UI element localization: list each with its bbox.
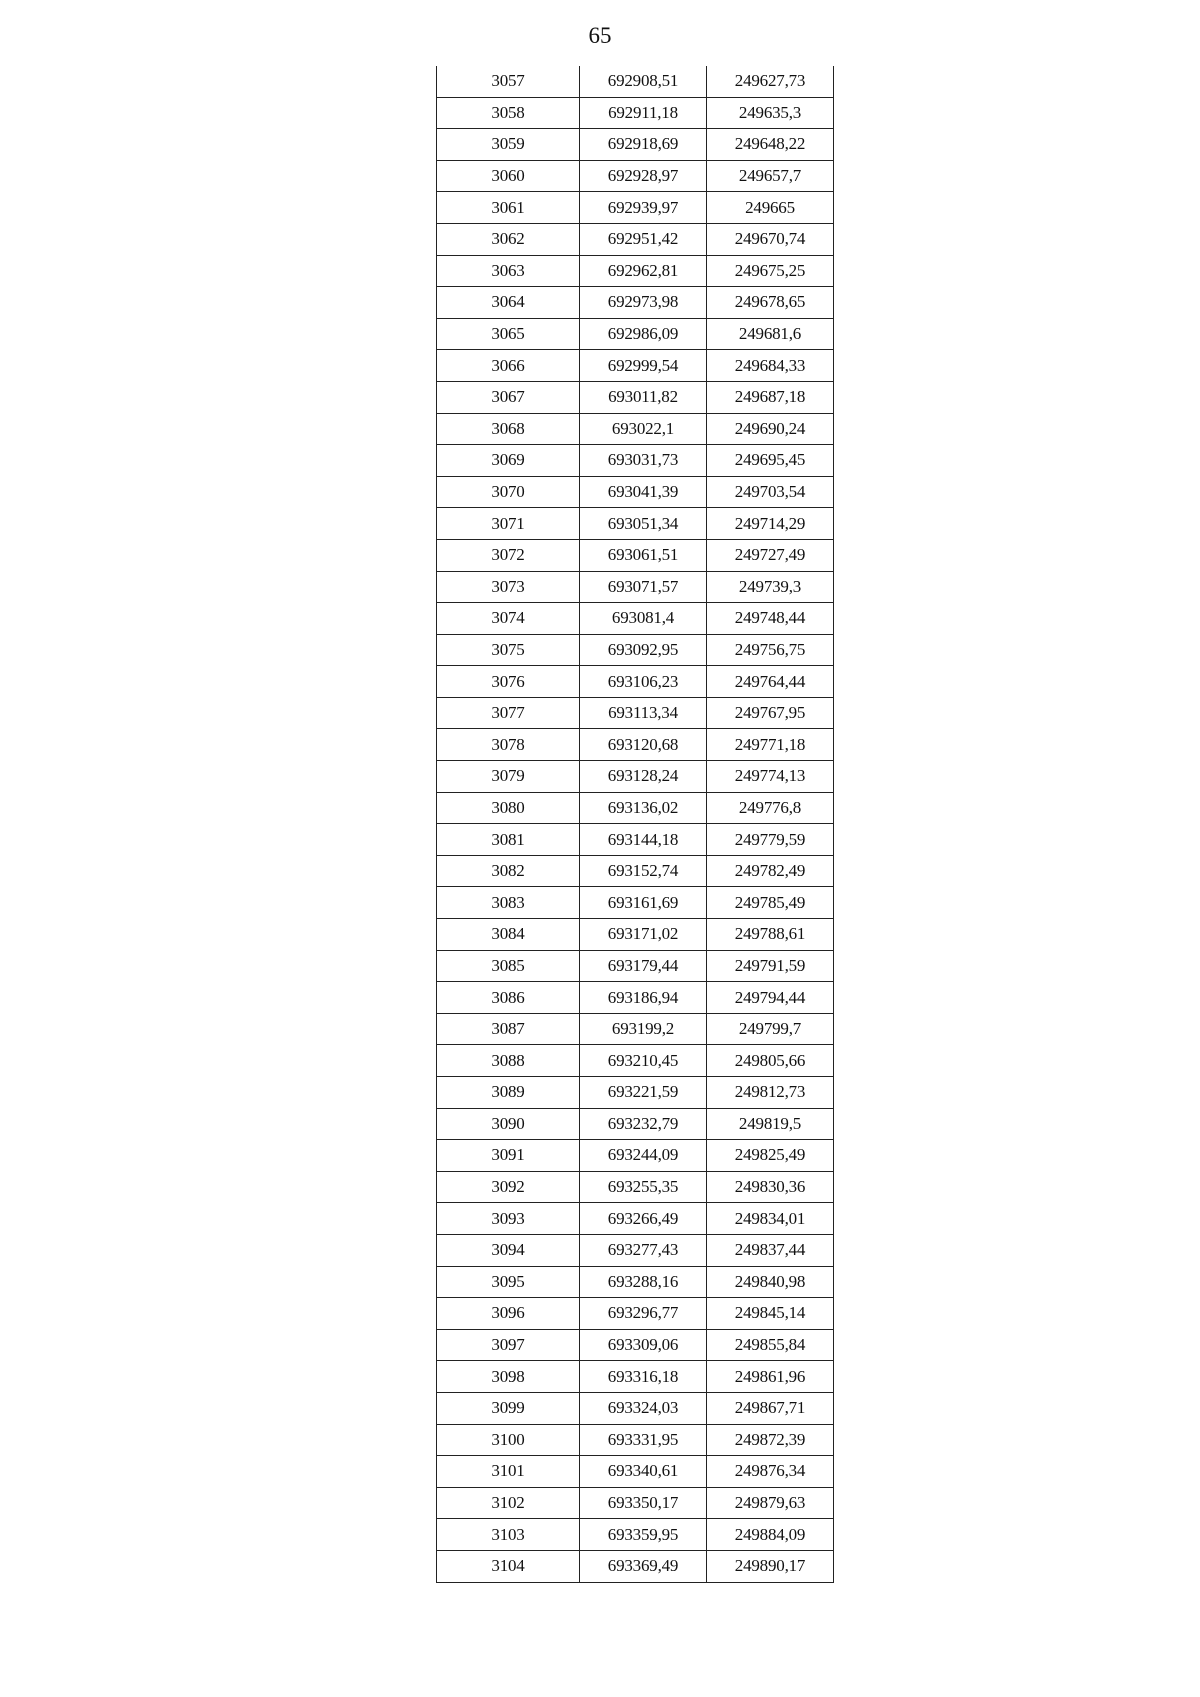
page-number: 65 xyxy=(588,23,612,48)
table-row xyxy=(437,1203,834,1235)
x-coordinate-cell: 693266,49 xyxy=(580,1203,707,1235)
point-number-cell: 3087 xyxy=(437,1013,580,1045)
y-coordinate-cell: 249635,3 xyxy=(707,97,834,129)
table-row xyxy=(437,1392,834,1424)
x-coordinate-cell: 692939,97 xyxy=(580,192,707,224)
x-coordinate-cell: 693232,79 xyxy=(580,1108,707,1140)
x-coordinate-cell: 693092,95 xyxy=(580,634,707,666)
table-row xyxy=(437,792,834,824)
table-row xyxy=(437,1013,834,1045)
point-number-cell: 3059 xyxy=(437,129,580,161)
y-coordinate-cell: 249791,59 xyxy=(707,950,834,982)
table-row xyxy=(437,1077,834,1109)
y-coordinate-cell: 249665 xyxy=(707,192,834,224)
point-number-cell: 3062 xyxy=(437,223,580,255)
y-coordinate-cell: 249876,34 xyxy=(707,1456,834,1488)
point-number-cell: 3057 xyxy=(437,66,580,97)
point-number-cell: 3067 xyxy=(437,381,580,413)
y-coordinate-cell: 249767,95 xyxy=(707,697,834,729)
y-coordinate-cell: 249657,7 xyxy=(707,160,834,192)
point-number-cell: 3065 xyxy=(437,318,580,350)
y-coordinate-cell: 249830,36 xyxy=(707,1171,834,1203)
y-coordinate-cell: 249805,66 xyxy=(707,1045,834,1077)
coordinates-table-body xyxy=(437,66,834,1582)
x-coordinate-cell: 693128,24 xyxy=(580,761,707,793)
point-number-cell: 3063 xyxy=(437,255,580,287)
point-number-cell: 3066 xyxy=(437,350,580,382)
table-row xyxy=(437,887,834,919)
table-row xyxy=(437,223,834,255)
point-number-cell: 3078 xyxy=(437,729,580,761)
table-row xyxy=(437,855,834,887)
x-coordinate-cell: 693309,06 xyxy=(580,1329,707,1361)
point-number-cell: 3093 xyxy=(437,1203,580,1235)
point-number-cell: 3076 xyxy=(437,666,580,698)
table-row xyxy=(437,350,834,382)
y-coordinate-cell: 249855,84 xyxy=(707,1329,834,1361)
table-row xyxy=(437,697,834,729)
point-number-cell: 3099 xyxy=(437,1392,580,1424)
point-number-cell: 3077 xyxy=(437,697,580,729)
y-coordinate-cell: 249845,14 xyxy=(707,1298,834,1330)
point-number-cell: 3086 xyxy=(437,982,580,1014)
table-row xyxy=(437,476,834,508)
table-row xyxy=(437,1361,834,1393)
point-number-cell: 3064 xyxy=(437,287,580,319)
x-coordinate-cell: 693296,77 xyxy=(580,1298,707,1330)
y-coordinate-cell: 249782,49 xyxy=(707,855,834,887)
x-coordinate-cell: 693011,82 xyxy=(580,381,707,413)
point-number-cell: 3090 xyxy=(437,1108,580,1140)
point-number-cell: 3100 xyxy=(437,1424,580,1456)
y-coordinate-cell: 249648,22 xyxy=(707,129,834,161)
y-coordinate-cell: 249748,44 xyxy=(707,603,834,635)
point-number-cell: 3095 xyxy=(437,1266,580,1298)
y-coordinate-cell: 249756,75 xyxy=(707,634,834,666)
table-row xyxy=(437,1329,834,1361)
y-coordinate-cell: 249812,73 xyxy=(707,1077,834,1109)
x-coordinate-cell: 693350,17 xyxy=(580,1487,707,1519)
y-coordinate-cell: 249714,29 xyxy=(707,508,834,540)
y-coordinate-cell: 249764,44 xyxy=(707,666,834,698)
y-coordinate-cell: 249884,09 xyxy=(707,1519,834,1551)
point-number-cell: 3074 xyxy=(437,603,580,635)
y-coordinate-cell: 249727,49 xyxy=(707,539,834,571)
y-coordinate-cell: 249825,49 xyxy=(707,1140,834,1172)
point-number-cell: 3075 xyxy=(437,634,580,666)
y-coordinate-cell: 249834,01 xyxy=(707,1203,834,1235)
point-number-cell: 3096 xyxy=(437,1298,580,1330)
y-coordinate-cell: 249819,5 xyxy=(707,1108,834,1140)
table-row xyxy=(437,129,834,161)
y-coordinate-cell: 249799,7 xyxy=(707,1013,834,1045)
y-coordinate-cell: 249872,39 xyxy=(707,1424,834,1456)
y-coordinate-cell: 249687,18 xyxy=(707,381,834,413)
point-number-cell: 3101 xyxy=(437,1456,580,1488)
x-coordinate-cell: 693186,94 xyxy=(580,982,707,1014)
x-coordinate-cell: 693369,49 xyxy=(580,1550,707,1582)
table-row xyxy=(437,761,834,793)
table-row xyxy=(437,1266,834,1298)
y-coordinate-cell: 249879,63 xyxy=(707,1487,834,1519)
point-number-cell: 3061 xyxy=(437,192,580,224)
y-coordinate-cell: 249794,44 xyxy=(707,982,834,1014)
x-coordinate-cell: 693359,95 xyxy=(580,1519,707,1551)
x-coordinate-cell: 693277,43 xyxy=(580,1234,707,1266)
y-coordinate-cell: 249788,61 xyxy=(707,919,834,951)
x-coordinate-cell: 693340,61 xyxy=(580,1456,707,1488)
y-coordinate-cell: 249779,59 xyxy=(707,824,834,856)
y-coordinate-cell: 249890,17 xyxy=(707,1550,834,1582)
x-coordinate-cell: 693136,02 xyxy=(580,792,707,824)
x-coordinate-cell: 693199,2 xyxy=(580,1013,707,1045)
table-row xyxy=(437,508,834,540)
y-coordinate-cell: 249774,13 xyxy=(707,761,834,793)
table-row xyxy=(437,982,834,1014)
x-coordinate-cell: 692928,97 xyxy=(580,160,707,192)
y-coordinate-cell: 249678,65 xyxy=(707,287,834,319)
table-row xyxy=(437,97,834,129)
table-row xyxy=(437,1519,834,1551)
point-number-cell: 3079 xyxy=(437,761,580,793)
x-coordinate-cell: 693331,95 xyxy=(580,1424,707,1456)
table-row xyxy=(437,1424,834,1456)
y-coordinate-cell: 249785,49 xyxy=(707,887,834,919)
table-row xyxy=(437,255,834,287)
table-row xyxy=(437,1234,834,1266)
x-coordinate-cell: 692962,81 xyxy=(580,255,707,287)
point-number-cell: 3073 xyxy=(437,571,580,603)
x-coordinate-cell: 693031,73 xyxy=(580,445,707,477)
table-row xyxy=(437,539,834,571)
table-row xyxy=(437,824,834,856)
point-number-cell: 3070 xyxy=(437,476,580,508)
y-coordinate-cell: 249771,18 xyxy=(707,729,834,761)
x-coordinate-cell: 693288,16 xyxy=(580,1266,707,1298)
x-coordinate-cell: 693210,45 xyxy=(580,1045,707,1077)
point-number-cell: 3097 xyxy=(437,1329,580,1361)
y-coordinate-cell: 249837,44 xyxy=(707,1234,834,1266)
x-coordinate-cell: 692986,09 xyxy=(580,318,707,350)
x-coordinate-cell: 693324,03 xyxy=(580,1392,707,1424)
x-coordinate-cell: 693144,18 xyxy=(580,824,707,856)
table-row xyxy=(437,192,834,224)
table-row xyxy=(437,318,834,350)
point-number-cell: 3071 xyxy=(437,508,580,540)
x-coordinate-cell: 692918,69 xyxy=(580,129,707,161)
y-coordinate-cell: 249627,73 xyxy=(707,66,834,97)
y-coordinate-cell: 249670,74 xyxy=(707,223,834,255)
coordinates-table xyxy=(436,66,834,1583)
point-number-cell: 3083 xyxy=(437,887,580,919)
point-number-cell: 3081 xyxy=(437,824,580,856)
point-number-cell: 3103 xyxy=(437,1519,580,1551)
y-coordinate-cell: 249776,8 xyxy=(707,792,834,824)
point-number-cell: 3069 xyxy=(437,445,580,477)
x-coordinate-cell: 693152,74 xyxy=(580,855,707,887)
x-coordinate-cell: 693161,69 xyxy=(580,887,707,919)
table-row xyxy=(437,445,834,477)
x-coordinate-cell: 693081,4 xyxy=(580,603,707,635)
table-row xyxy=(437,1045,834,1077)
x-coordinate-cell: 692908,51 xyxy=(580,66,707,97)
x-coordinate-cell: 692999,54 xyxy=(580,350,707,382)
x-coordinate-cell: 693051,34 xyxy=(580,508,707,540)
point-number-cell: 3102 xyxy=(437,1487,580,1519)
point-number-cell: 3058 xyxy=(437,97,580,129)
x-coordinate-cell: 693022,1 xyxy=(580,413,707,445)
y-coordinate-cell: 249739,3 xyxy=(707,571,834,603)
table-row xyxy=(437,1487,834,1519)
table-row xyxy=(437,1550,834,1582)
x-coordinate-cell: 693171,02 xyxy=(580,919,707,951)
x-coordinate-cell: 693120,68 xyxy=(580,729,707,761)
x-coordinate-cell: 693221,59 xyxy=(580,1077,707,1109)
x-coordinate-cell: 693316,18 xyxy=(580,1361,707,1393)
point-number-cell: 3091 xyxy=(437,1140,580,1172)
table-row xyxy=(437,287,834,319)
y-coordinate-cell: 249675,25 xyxy=(707,255,834,287)
table-row xyxy=(437,729,834,761)
table-row xyxy=(437,381,834,413)
x-coordinate-cell: 693041,39 xyxy=(580,476,707,508)
point-number-cell: 3098 xyxy=(437,1361,580,1393)
point-number-cell: 3089 xyxy=(437,1077,580,1109)
x-coordinate-cell: 693061,51 xyxy=(580,539,707,571)
point-number-cell: 3072 xyxy=(437,539,580,571)
point-number-cell: 3088 xyxy=(437,1045,580,1077)
table-row xyxy=(437,1298,834,1330)
table-row xyxy=(437,1456,834,1488)
x-coordinate-cell: 692973,98 xyxy=(580,287,707,319)
table-row xyxy=(437,413,834,445)
point-number-cell: 3094 xyxy=(437,1234,580,1266)
y-coordinate-cell: 249690,24 xyxy=(707,413,834,445)
y-coordinate-cell: 249695,45 xyxy=(707,445,834,477)
table-row xyxy=(437,1171,834,1203)
x-coordinate-cell: 693244,09 xyxy=(580,1140,707,1172)
point-number-cell: 3060 xyxy=(437,160,580,192)
y-coordinate-cell: 249861,96 xyxy=(707,1361,834,1393)
x-coordinate-cell: 693179,44 xyxy=(580,950,707,982)
x-coordinate-cell: 693113,34 xyxy=(580,697,707,729)
point-number-cell: 3080 xyxy=(437,792,580,824)
x-coordinate-cell: 693106,23 xyxy=(580,666,707,698)
y-coordinate-cell: 249684,33 xyxy=(707,350,834,382)
table-row xyxy=(437,634,834,666)
point-number-cell: 3104 xyxy=(437,1550,580,1582)
y-coordinate-cell: 249703,54 xyxy=(707,476,834,508)
table-row xyxy=(437,919,834,951)
table-row xyxy=(437,950,834,982)
x-coordinate-cell: 692911,18 xyxy=(580,97,707,129)
point-number-cell: 3085 xyxy=(437,950,580,982)
table-row xyxy=(437,160,834,192)
point-number-cell: 3068 xyxy=(437,413,580,445)
table-row xyxy=(437,603,834,635)
table-row xyxy=(437,571,834,603)
x-coordinate-cell: 692951,42 xyxy=(580,223,707,255)
table-row xyxy=(437,66,834,97)
point-number-cell: 3084 xyxy=(437,919,580,951)
table-row xyxy=(437,1140,834,1172)
point-number-cell: 3092 xyxy=(437,1171,580,1203)
table-row xyxy=(437,666,834,698)
y-coordinate-cell: 249681,6 xyxy=(707,318,834,350)
x-coordinate-cell: 693255,35 xyxy=(580,1171,707,1203)
y-coordinate-cell: 249867,71 xyxy=(707,1392,834,1424)
table-row xyxy=(437,1108,834,1140)
y-coordinate-cell: 249840,98 xyxy=(707,1266,834,1298)
x-coordinate-cell: 693071,57 xyxy=(580,571,707,603)
point-number-cell: 3082 xyxy=(437,855,580,887)
